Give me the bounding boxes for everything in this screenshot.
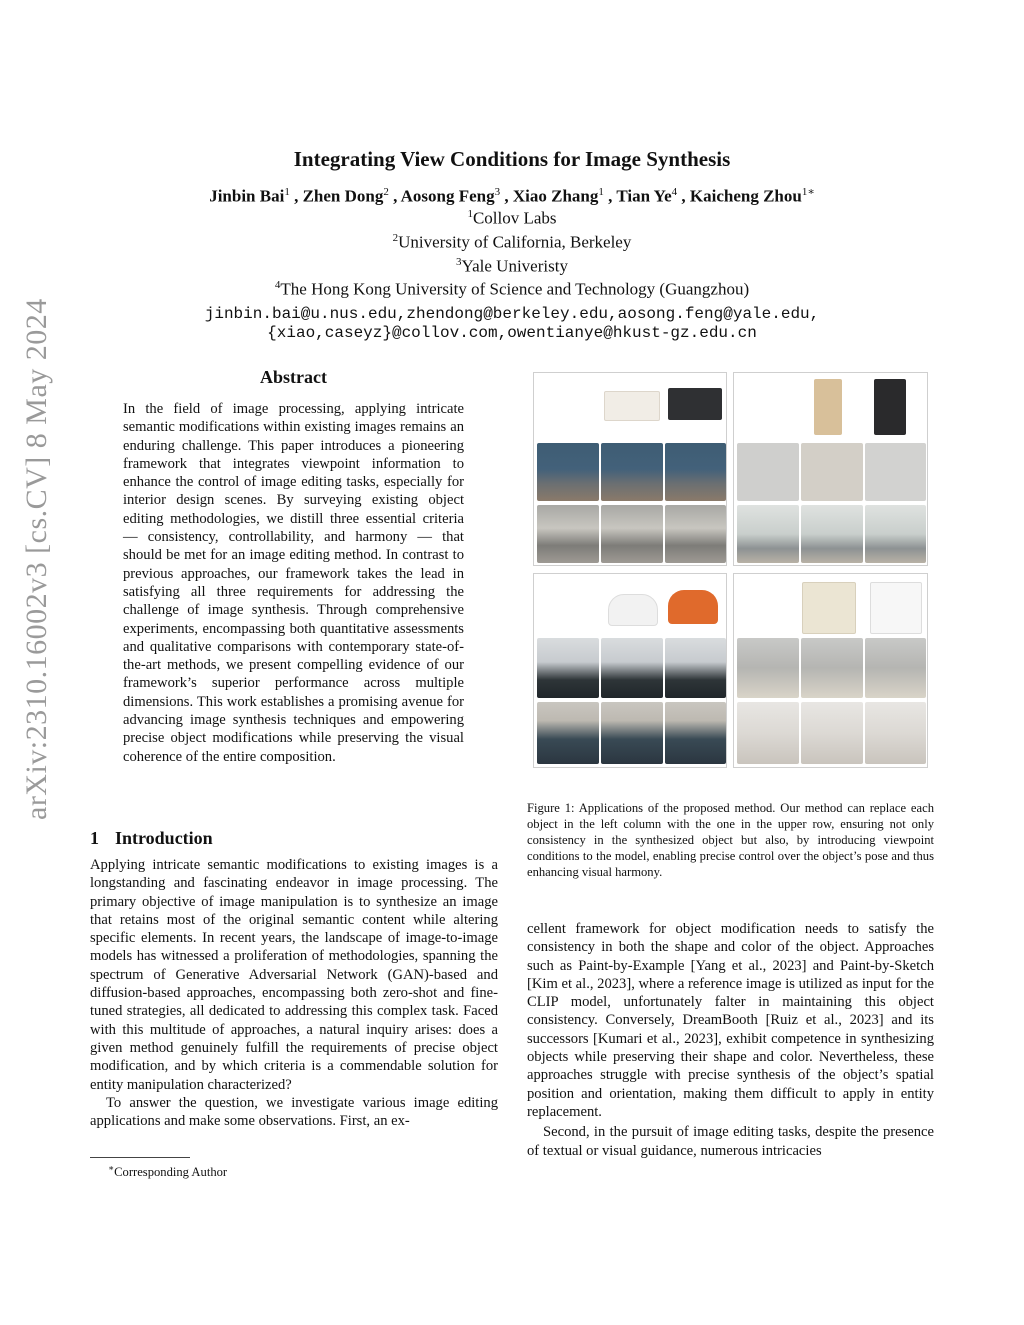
- room-image: [601, 443, 663, 501]
- introduction-body: [90, 856, 498, 1130]
- white-dresser-image: [870, 582, 922, 634]
- abstract-heading: Abstract: [260, 367, 327, 387]
- room-image: [537, 443, 599, 501]
- intro-paragraph-1: Applying intricate semantic modifications to existing images is a longstanding and fascinating endeavor in image processing. The primary objective of image manipulation is to synthesize an image that retains most of the original semantic content while altering specific elements. In recent years, the landscape of image-to-image models has witnessed a proliferation of methodologies, spanning the spectrum of Generative Adversarial Network (GAN)-based and diffusion-based approaches, encompassing both zero-shot and fine-tuned strategies, all dedicated to addressing this complex task. Faced with this multitude of approaches, a natural inquiry arises: does a given method genuinely fulfill the requirements of precise object modification, and by which criteria is a commendable solution for entity manipulation characterized?: [90, 857, 498, 1093]
- author-sup: 1: [598, 186, 604, 198]
- author-sup: 1: [284, 186, 290, 198]
- wooden-chair-image: [814, 379, 842, 435]
- person-image: [665, 702, 726, 764]
- room-image: [737, 505, 799, 563]
- author-separator: ,: [500, 186, 513, 206]
- room-image: [537, 505, 599, 563]
- figure-1-caption: Figure 1: Applications of the proposed method. Our method can replace each object in the left column with the one in the upper row, ensuring not only consistency in the synthesized object but also, by introducing viewpoint conditions to the model, enabling precise control over the object’s pose and thus enhancing visual harmony.: [527, 801, 934, 879]
- portrait-image: [665, 638, 726, 698]
- author-name: Tian Ye: [616, 186, 672, 206]
- room-image: [737, 638, 799, 698]
- section-heading-introduction: [90, 828, 213, 849]
- room-image: [737, 702, 799, 764]
- intro-paragraph-2: To answer the question, we investigate various image editing applications and make some observations. First, an ex-: [90, 1094, 498, 1130]
- figure-panel-dresser: [733, 573, 928, 768]
- room-image: [601, 505, 663, 563]
- author-name: Jinbin Bai: [209, 186, 285, 206]
- paper-title: Integrating View Conditions for Image Synthesis: [293, 147, 731, 171]
- room-image: [801, 443, 863, 501]
- figure-panel-cap: [533, 573, 727, 768]
- author-name: Aosong Feng: [400, 186, 495, 206]
- affiliation-name: Collov Labs: [472, 208, 557, 228]
- author-sup: 1∗: [801, 186, 815, 198]
- room-image: [865, 638, 926, 698]
- author-separator: ,: [388, 186, 401, 206]
- affiliation-1: [0, 208, 1024, 229]
- author-emails-line-2[interactable]: {xiao,caseyz}@collov.com,owentianye@hkust-gz.edu.cn: [267, 324, 757, 342]
- author-sup: 4: [671, 186, 678, 198]
- figure-1: [533, 372, 928, 768]
- affiliation-sup: 4: [274, 279, 281, 291]
- figure-panel-chair: [733, 372, 928, 566]
- affiliation-sup: 1: [467, 208, 473, 220]
- affiliation-name: University of California, Berkeley: [398, 232, 632, 252]
- affiliation-name: Yale Univeristy: [461, 256, 568, 276]
- room-image: [865, 505, 926, 563]
- white-cap-image: [608, 594, 658, 626]
- author-sup: 2: [383, 186, 389, 198]
- footnote: [90, 1163, 227, 1180]
- section-title: Introduction: [115, 828, 213, 848]
- author-name: Zhen Dong: [302, 186, 384, 206]
- room-image: [801, 638, 863, 698]
- abstract-text: In the field of image processing, applying intricate semantic modifications within existing images remains an enduring challenge. This paper introduces a pioneering framework that integrates viewpoint information to enhance the control of image editing tasks, especially for interior design scenes. By surveying existing object editing methodologies, we distill three essential criteria — consistency, controllability, and harmony — that should be met for an image editing method. In contrast to previous approaches, our framework takes the lead in satisfying all three requirements for addressing the challenge of image synthesis. Through comprehensive experiments, encompassing both quantitative assessments and qualitative comparisons with contemporary state-of-the-art methods, we present compelling evidence of our framework’s superior performance across multiple dimensions. This work establishes a promising avenue for advancing image synthesis techniques and empowering precise object modifications while preserving the visual coherence of the entire composition.: [123, 401, 464, 765]
- right-paragraph-2: Second, in the pursuit of image editing tasks, despite the presence of textual or visual guidance, numerous intricacies: [527, 1124, 934, 1159]
- white-sofa-image: [604, 391, 660, 421]
- person-image: [601, 702, 663, 764]
- room-image: [801, 702, 863, 764]
- author-list: [0, 185, 1024, 207]
- room-image: [865, 443, 926, 501]
- affiliation-4: [0, 279, 1024, 300]
- figure-panel-sofa: [533, 372, 727, 566]
- affiliation-sup: 3: [456, 256, 462, 268]
- black-sofa-image: [668, 388, 722, 420]
- footnote-mark: ∗: [108, 1163, 115, 1173]
- author-name: Xiao Zhang: [512, 186, 599, 206]
- author-separator: ,: [677, 186, 690, 206]
- person-image: [537, 702, 599, 764]
- author-emails-line-1[interactable]: jinbin.bai@u.nus.edu,zhendong@berkeley.edu,aosong.feng@yale.edu,: [204, 305, 820, 323]
- portrait-image: [537, 638, 599, 698]
- portrait-image: [601, 638, 663, 698]
- beige-dresser-image: [802, 582, 856, 634]
- author-separator: ,: [603, 186, 617, 206]
- author-sup: 3: [494, 186, 501, 198]
- affiliation-name: The Hong Kong University of Science and Technology (Guangzhou): [280, 279, 750, 299]
- footnote-text: Corresponding Author: [114, 1165, 228, 1180]
- affiliation-2: [0, 232, 1024, 253]
- right-column-body: [527, 920, 934, 1160]
- room-image: [665, 505, 726, 563]
- affiliation-3: [0, 256, 1024, 277]
- right-paragraph-1: cellent framework for object modification needs to satisfy the consistency in both the shape and color of the object. Approaches such as Paint-by-Example [Yang et al., 2023] and Paint-by-Sketch [Kim et al., 2023], where a reference image is utilized as input for the CLIP model, unfortunately falter in maintaining this object consistency. Conversely, DreamBooth [Ruiz et al., 2023] and its successors [Kumari et al., 2023], exhibit competence in synthesizing objects while preserving their shape and color. Nevertheless, these approaches struggle with precise synthesis of the object’s spatial position and orientation, making them difficult to apply in entity replacement.: [527, 921, 934, 1120]
- room-image: [801, 505, 863, 563]
- room-image: [665, 443, 726, 501]
- room-image: [865, 702, 926, 764]
- section-number: 1: [90, 828, 99, 848]
- room-image: [737, 443, 799, 501]
- orange-cap-image: [668, 590, 718, 624]
- author-name: Kaicheng Zhou: [689, 186, 802, 206]
- office-chair-image: [874, 379, 906, 435]
- arxiv-sidebar-id: arXiv:2310.16002v3 [cs.CV] 8 May 2024: [20, 298, 53, 820]
- author-separator: ,: [289, 186, 303, 206]
- footnote-rule: [90, 1157, 190, 1158]
- affiliation-sup: 2: [392, 232, 399, 244]
